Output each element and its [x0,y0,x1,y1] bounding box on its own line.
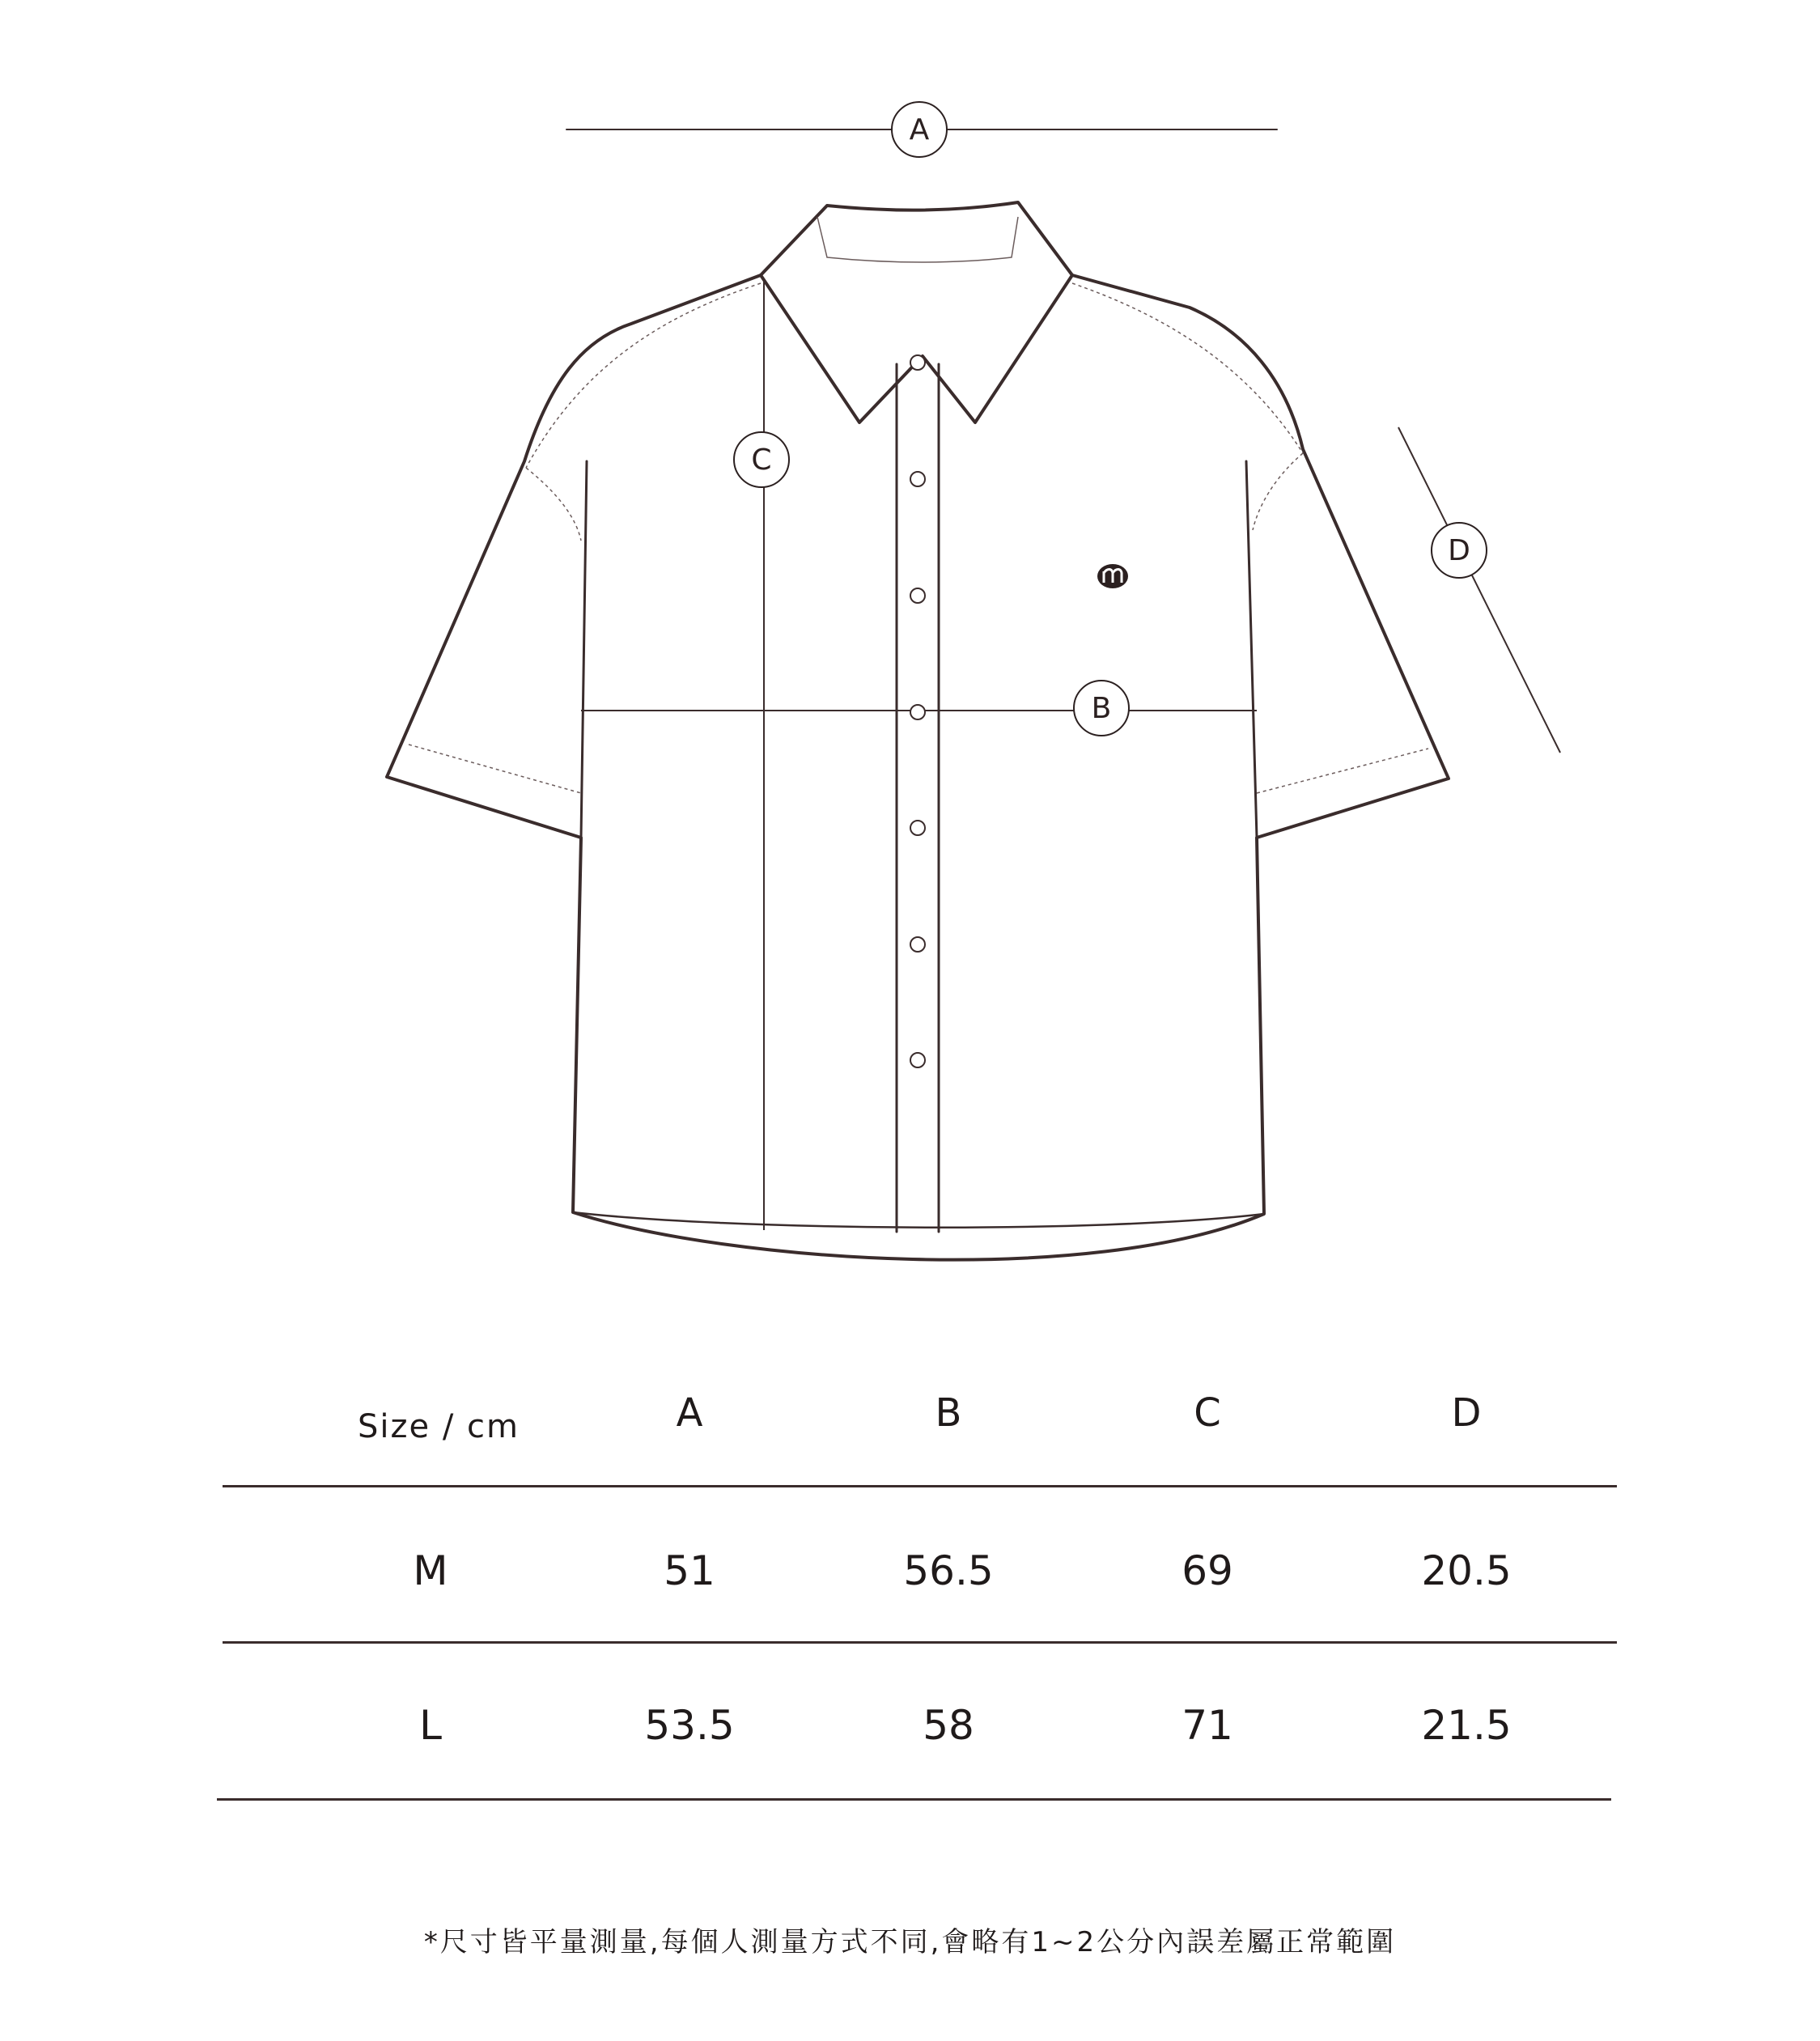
shirt-collar [761,202,1072,422]
column-header-c: C [1194,1390,1221,1436]
cell-l-d: 21.5 [1421,1702,1512,1749]
cell-m-a: 51 [664,1547,715,1594]
row-size-m: M [413,1547,448,1594]
row-size-l: L [419,1702,442,1749]
button-5 [910,821,925,835]
sleeve-seam-left [581,461,587,838]
table-rule-3 [217,1798,1611,1801]
sleeve-seam-right [1246,461,1257,838]
yoke-stitch-right [1072,283,1303,530]
collar-band [817,217,1018,262]
measure-line-d [1398,427,1560,753]
measurement-note: *尺寸皆平量測量,每個人測量方式不同,會略有1~2公分內誤差屬正常範圍 [423,1926,1397,1958]
table-rule-2 [223,1641,1617,1644]
cell-m-b: 56.5 [903,1547,994,1594]
column-header-b: B [935,1390,962,1436]
cuff-stitch-left [409,745,581,793]
monogram-m-icon [1097,564,1128,588]
button-4 [910,705,925,719]
label-d: D [1431,522,1487,579]
cuff-stitch-right [1257,749,1428,793]
cell-m-c: 69 [1182,1547,1233,1594]
yoke-stitch-left [526,283,761,541]
cell-l-a: 53.5 [644,1702,735,1749]
button-7 [910,1053,925,1067]
shirt-placket [897,364,939,1232]
cell-m-d: 20.5 [1421,1547,1512,1594]
button-1 [910,355,925,370]
shirt-body-outline [387,275,1449,1260]
button-2 [910,472,925,486]
cell-l-c: 71 [1182,1702,1233,1749]
column-header-d: D [1451,1390,1482,1436]
label-c: C [733,431,790,488]
hem-edge [573,1212,1264,1228]
label-a: A [891,101,948,158]
cell-l-b: 58 [923,1702,974,1749]
button-6 [910,937,925,952]
label-b: B [1073,680,1130,736]
button-3 [910,588,925,603]
column-header-a: A [676,1390,703,1436]
table-header-label: Size / cm [358,1408,520,1445]
table-rule-1 [223,1485,1617,1487]
